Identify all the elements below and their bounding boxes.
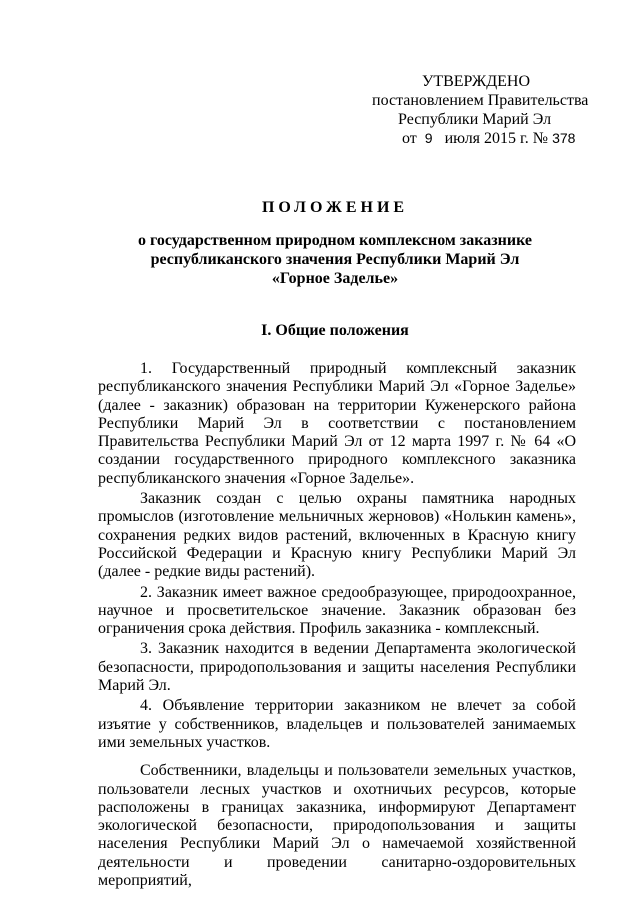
document-title bbox=[100, 198, 570, 288]
date-day: 9 bbox=[424, 130, 433, 146]
date-prefix: от bbox=[402, 130, 417, 147]
section-heading: I. Общие положения bbox=[261, 322, 409, 339]
date-month-year: июля 2015 г. № bbox=[444, 130, 549, 147]
approval-title: УТВЕРЖДЕНО bbox=[422, 73, 531, 90]
approval-stamp bbox=[372, 72, 612, 148]
document-subtitle-3: «Горное Заделье» bbox=[271, 270, 399, 287]
decree-number: 378 bbox=[552, 130, 576, 146]
paragraph-2: Заказник создан с целью охраны памятника народных промыслов (изготовление мельничных жерновов) «Нолькин камень», сохранения редких видов растений, включенных в Красную книгу Российской Федерации и Красную книгу Республики Марий Эл (далее - редкие виды растений). bbox=[98, 490, 576, 581]
approval-date bbox=[372, 129, 612, 148]
paragraph-1: 1. Государственный природный комплексный заказник республиканского значения Республики Марий Эл «Горное Заделье» (далее - заказник) образован на территории Куженерского района Республики Марий Эл в соответствии с постановлением Правительства Республики Марий Эл от 12 марта 1997 г. № 64 «О создании государственного природного комплексного заказника республиканского значения «Горное Заделье». bbox=[98, 360, 576, 487]
paragraph-3: 2. Заказник имеет важное средообразующее, природоохранное, научное и просветительское значение. Заказник образован без ограничения срока действия. Профиль заказника - комплексный. bbox=[98, 583, 576, 638]
document-subtitle-2: республиканского значения Республики Марий Эл bbox=[150, 251, 520, 268]
document-subtitle-1: о государственном природном комплексном заказнике bbox=[138, 232, 532, 249]
approval-authority: постановлением Правительства bbox=[372, 92, 589, 109]
paragraph-5: 4. Объявление территории заказником не влечет за собой изъятие у собственников, владельцев и пользователей занимаемых ими земельных участков. bbox=[98, 697, 576, 751]
paragraph-4: 3. Заказник находится в ведении Департамента экологической безопасности, природопользования и защиты населения Республики Марий Эл. bbox=[98, 640, 576, 695]
document-heading: ПОЛОЖЕНИЕ bbox=[261, 199, 409, 216]
paragraph-6: Собственники, владельцы и пользователи земельных участков, пользователи лесных участков и охотничьих ресурсов, которые расположены в границах заказника, информируют Департамент экологической безопасности, природопользования и защиты населения Республики Марий Эл о намечаемой хозяйственной деятельности и проведении санитарно-оздоровительных мероприятий, bbox=[98, 762, 576, 890]
document-body bbox=[98, 360, 576, 890]
approval-republic: Республики Марий Эл bbox=[398, 111, 552, 128]
